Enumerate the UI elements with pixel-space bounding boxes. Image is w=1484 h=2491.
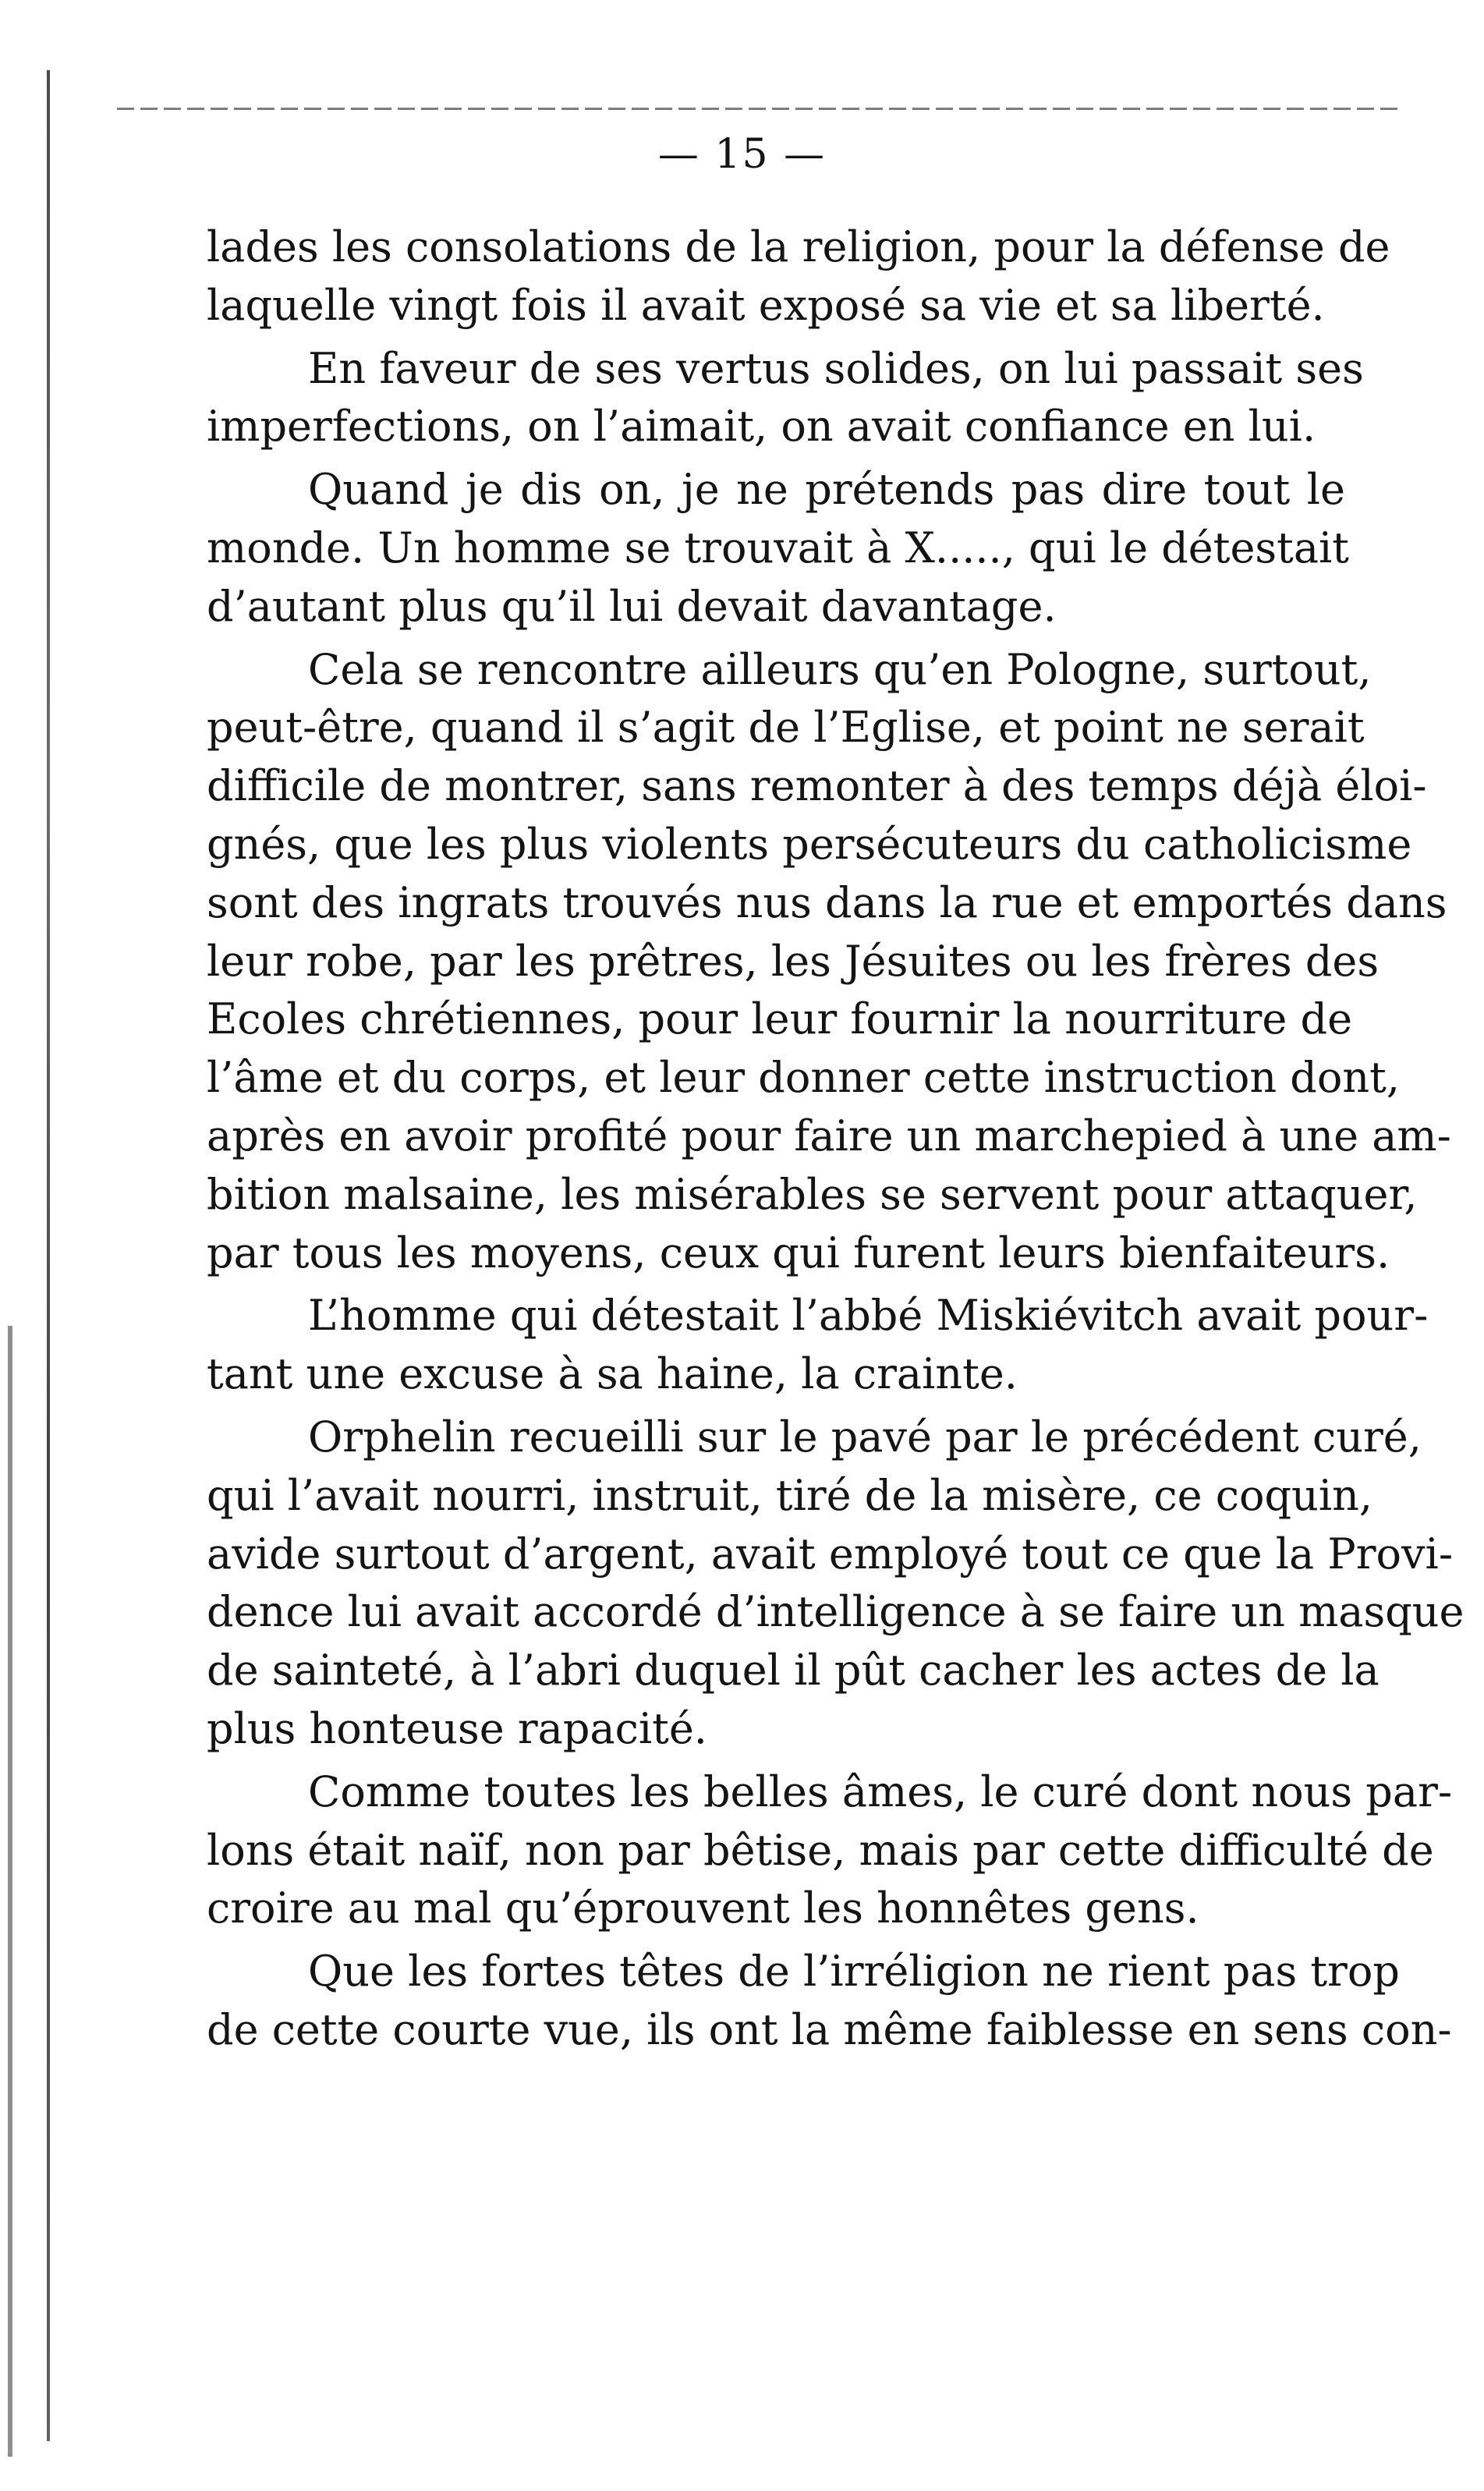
scan-shadow-edge [8,1326,12,2457]
text-line: plus honteuse rapacité. [207,1703,707,1753]
page-number: — 15 — [657,131,827,178]
text-line: gnés, que les plus violents persécuteurs du catholicisme [207,819,1412,869]
text-line: Quand je dis on, je ne prétends pas dire tout le [308,465,1345,515]
text-line: leur robe, par les prêtres, les Jésuites ou les frères des [207,936,1380,986]
scan-binding-edge [47,70,50,2441]
text-line: de sainteté, à l’abri duquel il pût cacher les actes de la [207,1646,1380,1696]
text-line: l’âme et du corps, et leur donner cette instruction dont, [207,1053,1401,1103]
text-line: avide surtout d’argent, avait employé tout ce que la Provi- [207,1529,1454,1579]
text-line: difficile de montrer, sans remonter à des temps déjà éloi- [207,761,1427,811]
text-line: après en avoir profité pour faire un marchepied à une am- [207,1111,1451,1160]
text-line: peut-être, quand il s’agit de l’Eglise, et point ne serait [207,703,1365,753]
text-line: Ecoles chrétiennes, pour leur fournir la nourriture de [207,994,1353,1044]
text-line: sont des ingrats trouvés nus dans la rue et emportés dans [207,877,1447,927]
text-line: d’autant plus qu’il lui devait davantage. [207,581,1057,631]
text-line: par tous les moyens, ceux qui furent leurs bienfaiteurs. [207,1228,1390,1277]
text-line: laquelle vingt fois il avait exposé sa vie et sa liberté. [207,280,1325,330]
text-line: Que les fortes têtes de l’irréligion ne rient pas trop [308,1947,1400,1997]
text-line: de cette courte vue, ils ont la même faiblesse en sens con- [207,2004,1452,2054]
body-text [207,218,1465,2060]
text-line: lons était naïf, non par bêtise, mais par cette difficulté de [207,1825,1434,1875]
text-line: imperfections, on l’aimait, on avait confiance en lui. [207,402,1316,452]
text-line: L’homme qui détestait l’abbé Miskiévitch avait pour- [308,1291,1429,1341]
page-header-rule [117,108,1404,110]
text-line: En faveur de ses vertus solides, on lui passait ses [308,343,1364,393]
text-line: croire au mal qu’éprouvent les honnêtes gens. [207,1883,1199,1933]
text-line: bition malsaine, les misérables se servent pour attaquer, [207,1169,1418,1219]
text-line: tant une excuse à sa haine, la crainte. [207,1349,1018,1399]
text-line: dence lui avait accordé d’intelligence à se faire un masque [207,1587,1465,1637]
text-line: Orphelin recueilli sur le pavé par le précédent curé, [308,1412,1422,1462]
text-line: monde. Un homme se trouvait à X....., qui le détestait [207,523,1349,572]
text-line: lades les consolations de la religion, pour la défense de [207,222,1390,271]
text-line: Cela se rencontre ailleurs qu’en Pologne, surtout, [308,644,1372,694]
text-line: qui l’avait nourri, instruit, tiré de la misère, ce coquin, [207,1470,1373,1520]
text-line: Comme toutes les belles âmes, le curé dont nous par- [308,1766,1453,1816]
